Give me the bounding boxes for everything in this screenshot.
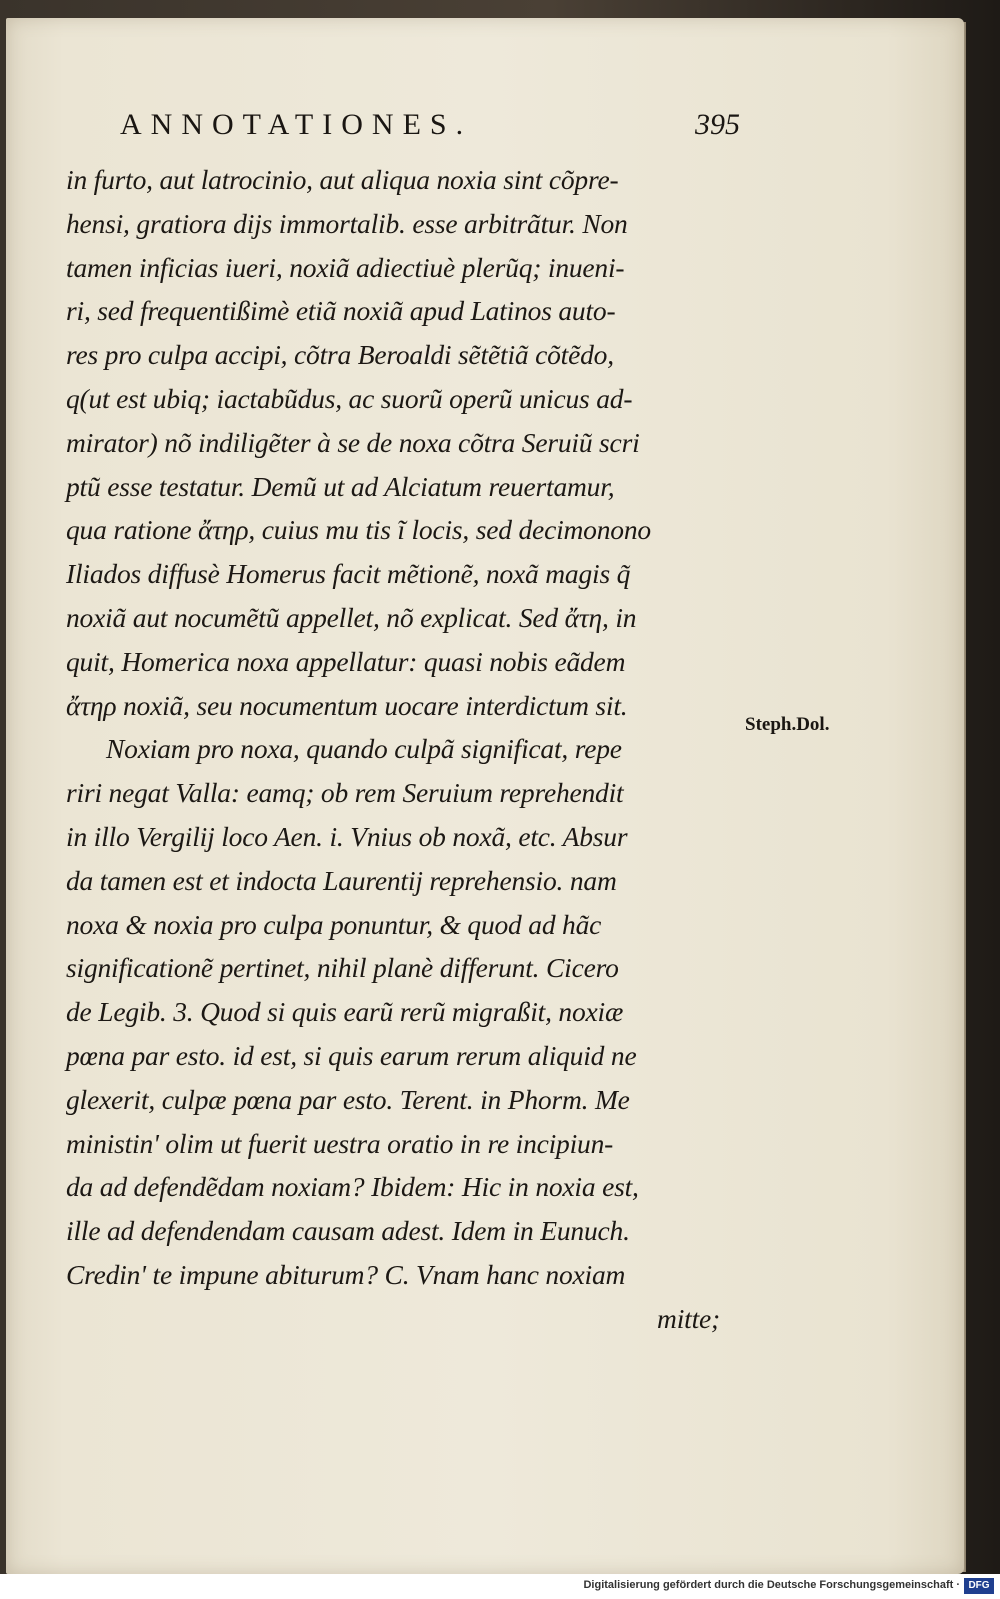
text-line: riri negat Valla: eamq; ob rem Seruium reprehendit <box>66 777 624 809</box>
text-line: q(ut est ubiq; iactabũdus, ac suorũ operũ unicus ad- <box>66 382 633 414</box>
text-line: ministin' olim ut fuerit uestra oratio in re incipiun- <box>66 1127 614 1159</box>
text-line: Credin' te impune abiturum? C. Vnam hanc noxiam <box>66 1258 626 1290</box>
text-line: in furto, aut latrocinio, aut aliqua noxia sint cõpre- <box>66 164 619 195</box>
catchword: mitte; <box>657 1302 720 1334</box>
marginal-note: Steph.Dol. <box>745 714 830 735</box>
text-line: noxa & noxia pro culpa ponuntur, & quod ad hãc <box>66 908 602 940</box>
dfg-logo[interactable]: DFG <box>964 1578 994 1594</box>
text-line: Noxiam pro noxa, quando culpã significat, repe <box>106 733 622 765</box>
text-line: qua ratione ἄτηρ, cuius mu tis ĩ locis, sed decimonono <box>66 514 651 546</box>
text-line: da tamen est et indocta Laurentij reprehensio. nam <box>66 864 617 896</box>
text-line: hensi, gratiora dijs immortalib. esse arbitrãtur. Non <box>66 207 628 239</box>
text-line: ille ad defendendam causam adest. Idem in Eunuch. <box>66 1215 630 1247</box>
text-line: glexerit, culpæ pœna par esto. Terent. in Phorm. Me <box>66 1083 630 1115</box>
text-line: quit, Homerica noxa appellatur: quasi nobis eãdem <box>66 645 626 677</box>
text-line: res pro culpa accipi, cõtra Beroaldi sẽtẽtiã cõtẽdo, <box>66 339 614 371</box>
text-line: da ad defendẽdam noxiam? Ibidem: Hic in noxia est, <box>66 1171 639 1203</box>
text-line: in illo Vergilij loco Aen. i. Vnius ob noxã, etc. Absur <box>66 820 628 852</box>
text-line: ri, sed frequentißimè etiã noxiã apud Latinos auto- <box>66 295 616 327</box>
footer-credit: Digitalisierung gefördert durch die Deutsche Forschungsgemeinschaft · <box>583 1579 960 1591</box>
text-line: ἄτηρ noxiã, seu nocumentum uocare interdictum sit. <box>66 689 628 721</box>
page-number: 395 <box>695 108 740 141</box>
text-line: noxiã aut nocumẽtũ appellet, nõ explicat. Sed ἄτη, in <box>66 601 637 633</box>
text-line: ptũ esse testatur. Demũ ut ad Alciatum reuertamur, <box>66 470 615 502</box>
text-line: tamen inficias iueri, noxiã adiectiuè plerũq; inueni- <box>66 251 625 283</box>
text-line: mirator) nõ indiligẽter à se de noxa cõtra Seruiũ scri <box>66 426 640 458</box>
text-line: pœna par esto. id est, si quis earum rerum aliquid ne <box>66 1039 637 1071</box>
running-title: ANNOTATIONES. <box>120 108 473 141</box>
text-line: de Legib. 3. Quod si quis earũ rerũ migraßit, noxiæ <box>66 996 624 1028</box>
text-line: significationẽ pertinet, nihil planè differunt. Cicero <box>66 952 619 984</box>
body-text <box>66 158 732 1341</box>
footer-bar <box>0 1574 1000 1599</box>
text-line: Iliados diffusè Homerus facit mẽtionẽ, noxã magis q̃ <box>66 558 631 590</box>
page-header <box>120 108 750 154</box>
